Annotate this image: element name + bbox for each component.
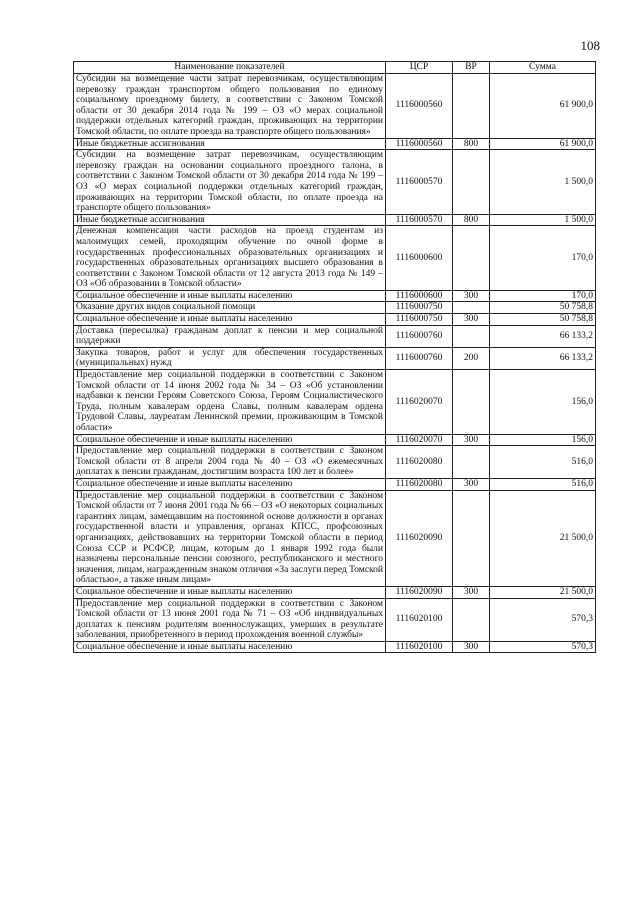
cell-sum: 61 900,0 — [490, 74, 596, 139]
cell-name: Предоставление мер социальной поддержки в соответствии с Законом Томской области от 13 июня 2001 года № 71 – ОЗ «Об индивидуальных доплатах к пенсиям родителям военнослужащих, умерших в результате заболевания, приобретенного в период прохождения военной службы» — [74, 598, 386, 641]
table-row — [74, 446, 596, 479]
cell-name: Субсидии на возмещение части затрат перевозчикам, осуществляющим перевозку граждан транспортом общего пользования по единому социальному проездному билету, в соответствии с Законом Томской области от 30 декабря 2014 года № 199 – ОЗ «О мерах социальной поддержки отдельных категорий граждан, проживающих на территории Томской области, по оплате проезда на транспорте общего пользования» — [74, 74, 386, 139]
cell-vr — [453, 446, 490, 479]
header-csr: ЦСР — [386, 62, 453, 74]
cell-name: Социальное обеспечение и иные выплаты населению — [74, 641, 386, 653]
cell-csr: 1116000560 — [386, 138, 453, 150]
table-row — [74, 226, 596, 291]
cell-sum: 50 758,8 — [490, 314, 596, 326]
cell-name: Предоставление мер социальной поддержки в соответствии с Законом Томской области от 14 июня 2002 года № 34 – ОЗ «Об установлении надбавки к пенсии Героям Советского Союза, Героям Социалистического Труда, полным кавалерам ордена Славы, полным кавалерам ордена Трудовой Славы, лауреатам Ленинской премии, проживающим в Томской области» — [74, 370, 386, 435]
cell-name: Иные бюджетные ассигнования — [74, 138, 386, 150]
cell-name: Субсидии на возмещение затрат перевозчикам, осуществляющим перевозку граждан на основании социального проездного талона, в соответствии с Законом Томской области от 30 декабря 2014 года № 199 – ОЗ «О мерах социальной поддержки отдельных категорий граждан, проживающих на территории Томской области, по оплате проезда на транспорте общего пользования» — [74, 150, 386, 215]
cell-sum: 1 500,0 — [490, 214, 596, 226]
table-row — [74, 214, 596, 226]
table-row — [74, 314, 596, 326]
cell-sum: 61 900,0 — [490, 138, 596, 150]
table-row — [74, 586, 596, 598]
cell-vr: 800 — [453, 138, 490, 150]
cell-vr — [453, 150, 490, 215]
cell-sum: 50 758,8 — [490, 302, 596, 314]
cell-csr: 1116000600 — [386, 290, 453, 302]
cell-name: Социальное обеспечение и иные выплаты населению — [74, 586, 386, 598]
cell-csr: 1116020080 — [386, 446, 453, 479]
table-row — [74, 347, 596, 369]
cell-vr — [453, 302, 490, 314]
cell-vr — [453, 490, 490, 586]
cell-name: Социальное обеспечение и иные выплаты населению — [74, 314, 386, 326]
cell-sum: 170,0 — [490, 290, 596, 302]
budget-table — [73, 61, 596, 653]
header-sum: Сумма — [490, 62, 596, 74]
cell-sum: 21 500,0 — [490, 490, 596, 586]
cell-vr — [453, 74, 490, 139]
cell-sum: 570,3 — [490, 641, 596, 653]
cell-csr: 1116020090 — [386, 490, 453, 586]
cell-vr: 300 — [453, 586, 490, 598]
cell-sum: 66 133,2 — [490, 347, 596, 369]
cell-name: Иные бюджетные ассигнования — [74, 214, 386, 226]
table-row — [74, 434, 596, 446]
cell-csr: 1116020070 — [386, 434, 453, 446]
cell-name: Денежная компенсация части расходов на проезд студентам из малоимущих семей, проходящим обучение по очной форме в государственных профессиональных образовательных организациях и государственных образовательных организациях высшего образования в соответствии с Законом Томской области от 12 августа 2013 года № 149 – ОЗ «Об образовании в Томской области» — [74, 226, 386, 291]
header-name: Наименование показателей — [74, 62, 386, 74]
cell-sum: 570,3 — [490, 598, 596, 641]
cell-sum: 66 133,2 — [490, 325, 596, 347]
cell-name: Социальное обеспечение и иные выплаты населению — [74, 290, 386, 302]
table-body — [74, 74, 596, 653]
table-row — [74, 302, 596, 314]
cell-csr: 1116000750 — [386, 302, 453, 314]
cell-name: Социальное обеспечение и иные выплаты населению — [74, 478, 386, 490]
table-row — [74, 598, 596, 641]
table-row — [74, 478, 596, 490]
cell-csr: 1116020090 — [386, 586, 453, 598]
table-header — [74, 62, 596, 74]
cell-vr: 300 — [453, 478, 490, 490]
cell-csr: 1116020080 — [386, 478, 453, 490]
cell-csr: 1116000600 — [386, 226, 453, 291]
cell-csr: 1116000570 — [386, 150, 453, 215]
cell-name: Социальное обеспечение и иные выплаты населению — [74, 434, 386, 446]
cell-csr: 1116020100 — [386, 598, 453, 641]
table-row — [74, 641, 596, 653]
table-row — [74, 150, 596, 215]
cell-sum: 1 500,0 — [490, 150, 596, 215]
page-number: 108 — [580, 38, 600, 53]
cell-vr — [453, 226, 490, 291]
header-vr: ВР — [453, 62, 490, 74]
cell-vr — [453, 598, 490, 641]
cell-sum: 170,0 — [490, 226, 596, 291]
cell-csr: 1116000760 — [386, 325, 453, 347]
cell-csr: 1116000750 — [386, 314, 453, 326]
cell-name: Предоставление мер социальной поддержки в соответствии с Законом Томской области от 8 апреля 2004 года № 40 – ОЗ «О ежемесячных доплатах к пенсии гражданам, достигшим возраста 100 лет и более» — [74, 446, 386, 479]
cell-csr: 1116000760 — [386, 347, 453, 369]
cell-csr: 1116020070 — [386, 370, 453, 435]
table-row — [74, 370, 596, 435]
cell-sum: 156,0 — [490, 434, 596, 446]
cell-sum: 516,0 — [490, 478, 596, 490]
cell-vr: 300 — [453, 314, 490, 326]
table-row — [74, 290, 596, 302]
cell-sum: 516,0 — [490, 446, 596, 479]
header-row — [74, 62, 596, 74]
cell-csr: 1116020100 — [386, 641, 453, 653]
table-row — [74, 490, 596, 586]
cell-vr: 300 — [453, 641, 490, 653]
cell-sum: 156,0 — [490, 370, 596, 435]
cell-csr: 1116000560 — [386, 74, 453, 139]
cell-name: Доставка (пересылка) гражданам доплат к пенсии и мер социальной поддержки — [74, 325, 386, 347]
table-row — [74, 325, 596, 347]
cell-name: Предоставление мер социальной поддержки в соответствии с Законом Томской области от 7 июня 2001 года № 66 – ОЗ «О некоторых социальных гарантиях лицам, замещавшим на постоянной основе должности в органах государственной власти и управления, органах КПСС, профсоюзных организациях, действовавших на территории Томской области в период Союза ССР и РСФСР, лицам, которым до 1 января 1992 года были назначены персональные пенсии союзного, республиканского и местного значения, лицам, награжденным знаком отличия «За заслуги перед Томской областью», а также иным лицам» — [74, 490, 386, 586]
cell-vr — [453, 325, 490, 347]
cell-vr: 300 — [453, 434, 490, 446]
table-row — [74, 138, 596, 150]
cell-vr: 300 — [453, 290, 490, 302]
cell-vr — [453, 370, 490, 435]
cell-vr: 200 — [453, 347, 490, 369]
cell-vr: 800 — [453, 214, 490, 226]
cell-sum: 21 500,0 — [490, 586, 596, 598]
cell-name: Оказание других видов социальной помощи — [74, 302, 386, 314]
table-row — [74, 74, 596, 139]
cell-name: Закупка товаров, работ и услуг для обеспечения государственных (муниципальных) нужд — [74, 347, 386, 369]
cell-csr: 1116000570 — [386, 214, 453, 226]
